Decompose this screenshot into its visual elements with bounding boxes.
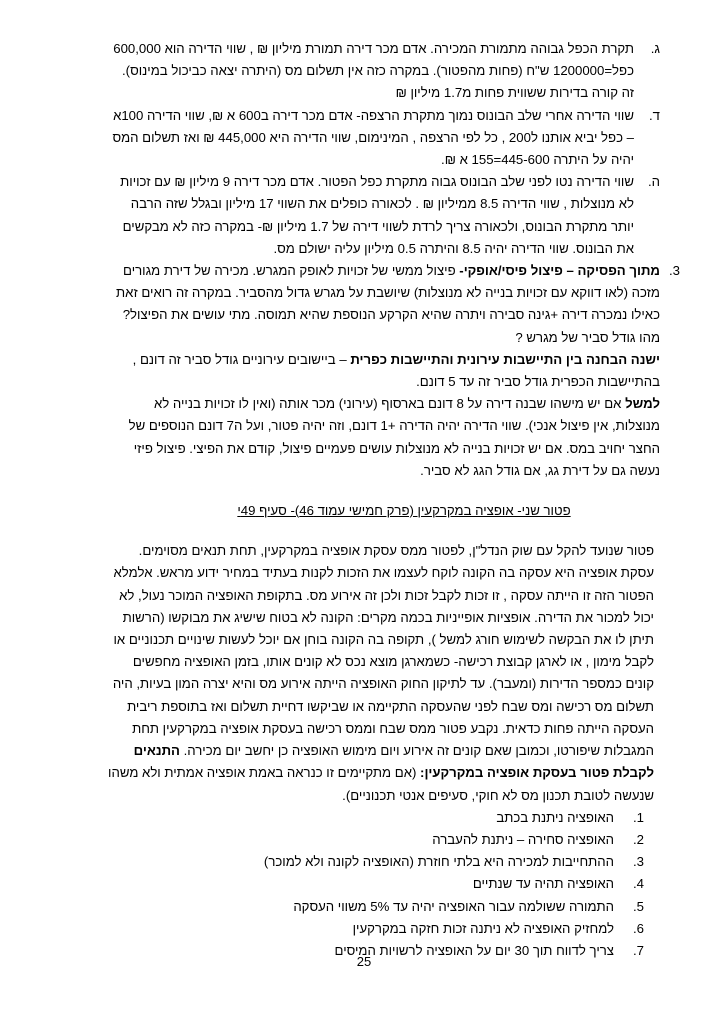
conditions-list <box>108 807 660 962</box>
condition-text: האופציה תהיה עד שנתיים <box>472 876 614 892</box>
condition-marker: 5. <box>632 898 644 914</box>
item-distinction-rest: – ביישובים עירוניים גודל סביר זה דונם , בהתיישבות הכפרית גודל סביר זה עד 5 דונם. <box>132 351 660 390</box>
page-content <box>108 38 680 962</box>
list-item-he <box>108 171 660 260</box>
list-item-text: שווי הדירה אחרי שלב הבונוס נמוך מתקרת הרצפה- אדם מכר דירה ב600 א ₪, שווי הדירה 100א – כפל יביא אותנו ל200 , כל לפי הרצפה , המינימום, שווי הדירה היא 445,000 ₪ ואז תשלום המס יהיה על היתרה 445-600=155 א ₪. <box>112 107 634 168</box>
item-example-rest: אם יש מישהו שבנה דירה על 8 דונם בארסוף (עירוני) מכר אותה (ואין לו זכויות בנייה לא מנוצלות, אין פיצול אנכי). שווי הדירה יהיה הדירה +1 דונם, וזה יהיה פטור, ועל ה7 דונם הנוספים של החצר יחויב במס. אם יש זכויות בנייה לא מנוצלות עושים פעמיים פיצול, קודם את הפיצי. פיצול פיזי נעשה גם על דירת גג, אם גודל הגג לא סביר. <box>128 396 660 478</box>
condition-marker: 6. <box>632 920 644 936</box>
condition-marker: 3. <box>632 854 644 870</box>
condition-item <box>108 851 660 873</box>
item-body: פיצול ממשי של זכויות לאופק המגרש. מכירה של דירת מגורים מזכה (לאו דווקא עם זכויות בנייה לא מנוצלות) שיושבת על מגרש גדול מהסביר. במקרה זה רואים זאת כאילו נמכרה דירה +גינה סבירה ויתרה שהיא הקרקע הנוספת שהיא תמוסה. מתי עושים את הפיצול? מהו גודל סביר של מגרש ? <box>116 263 660 345</box>
page-number: 25 <box>356 954 372 969</box>
condition-marker: 7. <box>632 942 644 958</box>
list-item-dalet <box>108 105 660 172</box>
condition-text: האופציה ניתנת בכתב <box>496 809 614 825</box>
condition-text: צריך לדווח תוך 30 יום על האופציה לרשויות המיסים <box>334 942 614 958</box>
list-item-gimel <box>108 38 660 105</box>
condition-item <box>108 807 660 829</box>
body-paragraph-text: פטור שנועד להקל עם שוק הנדל"ן, לפטור ממס עסקת אופציה במקרקעין, תחת תנאים מסוימים. עסקת אופציה היא עסקה בה הקונה לוקח לעצמו את הזכות לקנות בעתיד במחיר ידוע מראש. אלמלא הפטור הזה זו הייתה עסקה , זו זכות לקבל זכות ולכן זה אירוע מס. בתקופת האופציה המוכר נעול, לא יכול למכור את הדירה. אופציות אופייניות בכמה מקרים: הקונה לא בטוח שישיג את מבוקשו (הרשות תיתן לו את הבקשה לשימוש חורג למשל ), תקופה בה הקונה בוחן אם יוכל לעשות שינויים תכנוניים או לקבל מימון , או לארגן קבוצת רכישה- כשמארגן מוצא נכס לא קונים אותו, בזמן האופציה מחפשים קונים כמספר הדירות (ומעבר). עד לתיקון החוק האופציה הייתה אירוע מס והיא יצרה המון בעיות, היה תשלום מס רכישה ומס שבח לפני שהעסקה התקיימה או שביקשו דחיית תשלום ואז בתוספת ריבית העסקה הייתה פחות כדאית. נקבע פטור ממס שבח וממס רכישה בעסקת אופציה במקרקעין תחת המגבלות שיפורטו, וכמובן שאם קונים זה אירוע ויום מימוש האופציה כן יחשב יום מכירה. <box>112 543 654 759</box>
item-bold-distinction: ישנה הבחנה בין התיישבות עירונית והתיישבות כפרית <box>350 351 660 367</box>
condition-item <box>108 918 660 940</box>
condition-item <box>108 873 660 895</box>
list-marker: ה. <box>647 174 660 190</box>
conditions-heading: התנאים לקבלת פטור בעסקת אופציה במקרקעין: <box>133 743 654 781</box>
list-marker: ג. <box>650 41 660 56</box>
condition-marker: 2. <box>632 831 644 847</box>
section-title: פטור שני- אופציה במקרקעין (פרק חמישי עמוד 46)- סעיף 49י <box>237 503 571 519</box>
condition-marker: 1. <box>632 809 644 825</box>
list-marker: ד. <box>649 107 660 123</box>
list-item-text <box>108 260 660 482</box>
condition-item <box>108 829 660 851</box>
item-bold-example: למשל <box>625 396 660 412</box>
list-item-text: שווי הדירה נטו לפני שלב הבונוס גבוה מתקרת כפל הפטור. אדם מכר דירה 9 מיליון ₪ עם זכויות לא מנוצלות , שווי הדירה 8.5 ממיליון ₪ . לכאורה כופלים את השווי 17 מיליון ובגלל שזה הרבה יותר מתקרת הבונוס, ולכאורה צריך לרדת לשווי דירה של 1.7 מיליון ₪- במקרה כזה לא מבקשים את הבונוס. שווי הדירה יהיה 8.5 והיתרה 0.5 מיליון עליה ישולם מס. <box>120 174 634 256</box>
item-bold-lead: מתוך הפסיקה – פיצול פיסי/אופקי- <box>459 263 660 279</box>
list-item-3 <box>108 260 680 482</box>
condition-item <box>108 896 660 918</box>
body-paragraph <box>108 540 660 806</box>
condition-text: ההתחייבות למכירה היא בלתי חוזרת (האופציה לקונה ולא למוכר) <box>263 854 614 870</box>
list-marker: 3. <box>668 263 680 279</box>
conditions-intro: (אם מתקיימים זו כנראה באמת אופציה אמתית ולא משהו שנעשה לטובת תכנון מס לא חוקי, סעיפים אנטי תכנוניים). <box>108 765 654 803</box>
condition-marker: 4. <box>632 876 644 892</box>
condition-text: האופציה סחירה – ניתנת להעברה <box>432 831 614 847</box>
list-item-text: תקרת הכפל גבוהה מתמורת המכירה. אדם מכר דירה תמורת מיליון ₪ , שווי הדירה הוא 600,000 כפל=1200000 ש"ח (פחות מהפטור). במקרה כזה אין תשלום מס (היתרה יצאה כביכול במינוס). זה קורה בדירות ששווית פחות מ1.7 מיליון ₪ <box>113 41 634 101</box>
condition-text: למחזיק האופציה לא ניתנה זכות חזקה במקרקעין <box>352 920 614 936</box>
condition-text: התמורה ששולמה עבור האופציה יהיה עד 5% משווי העסקה <box>293 898 614 914</box>
